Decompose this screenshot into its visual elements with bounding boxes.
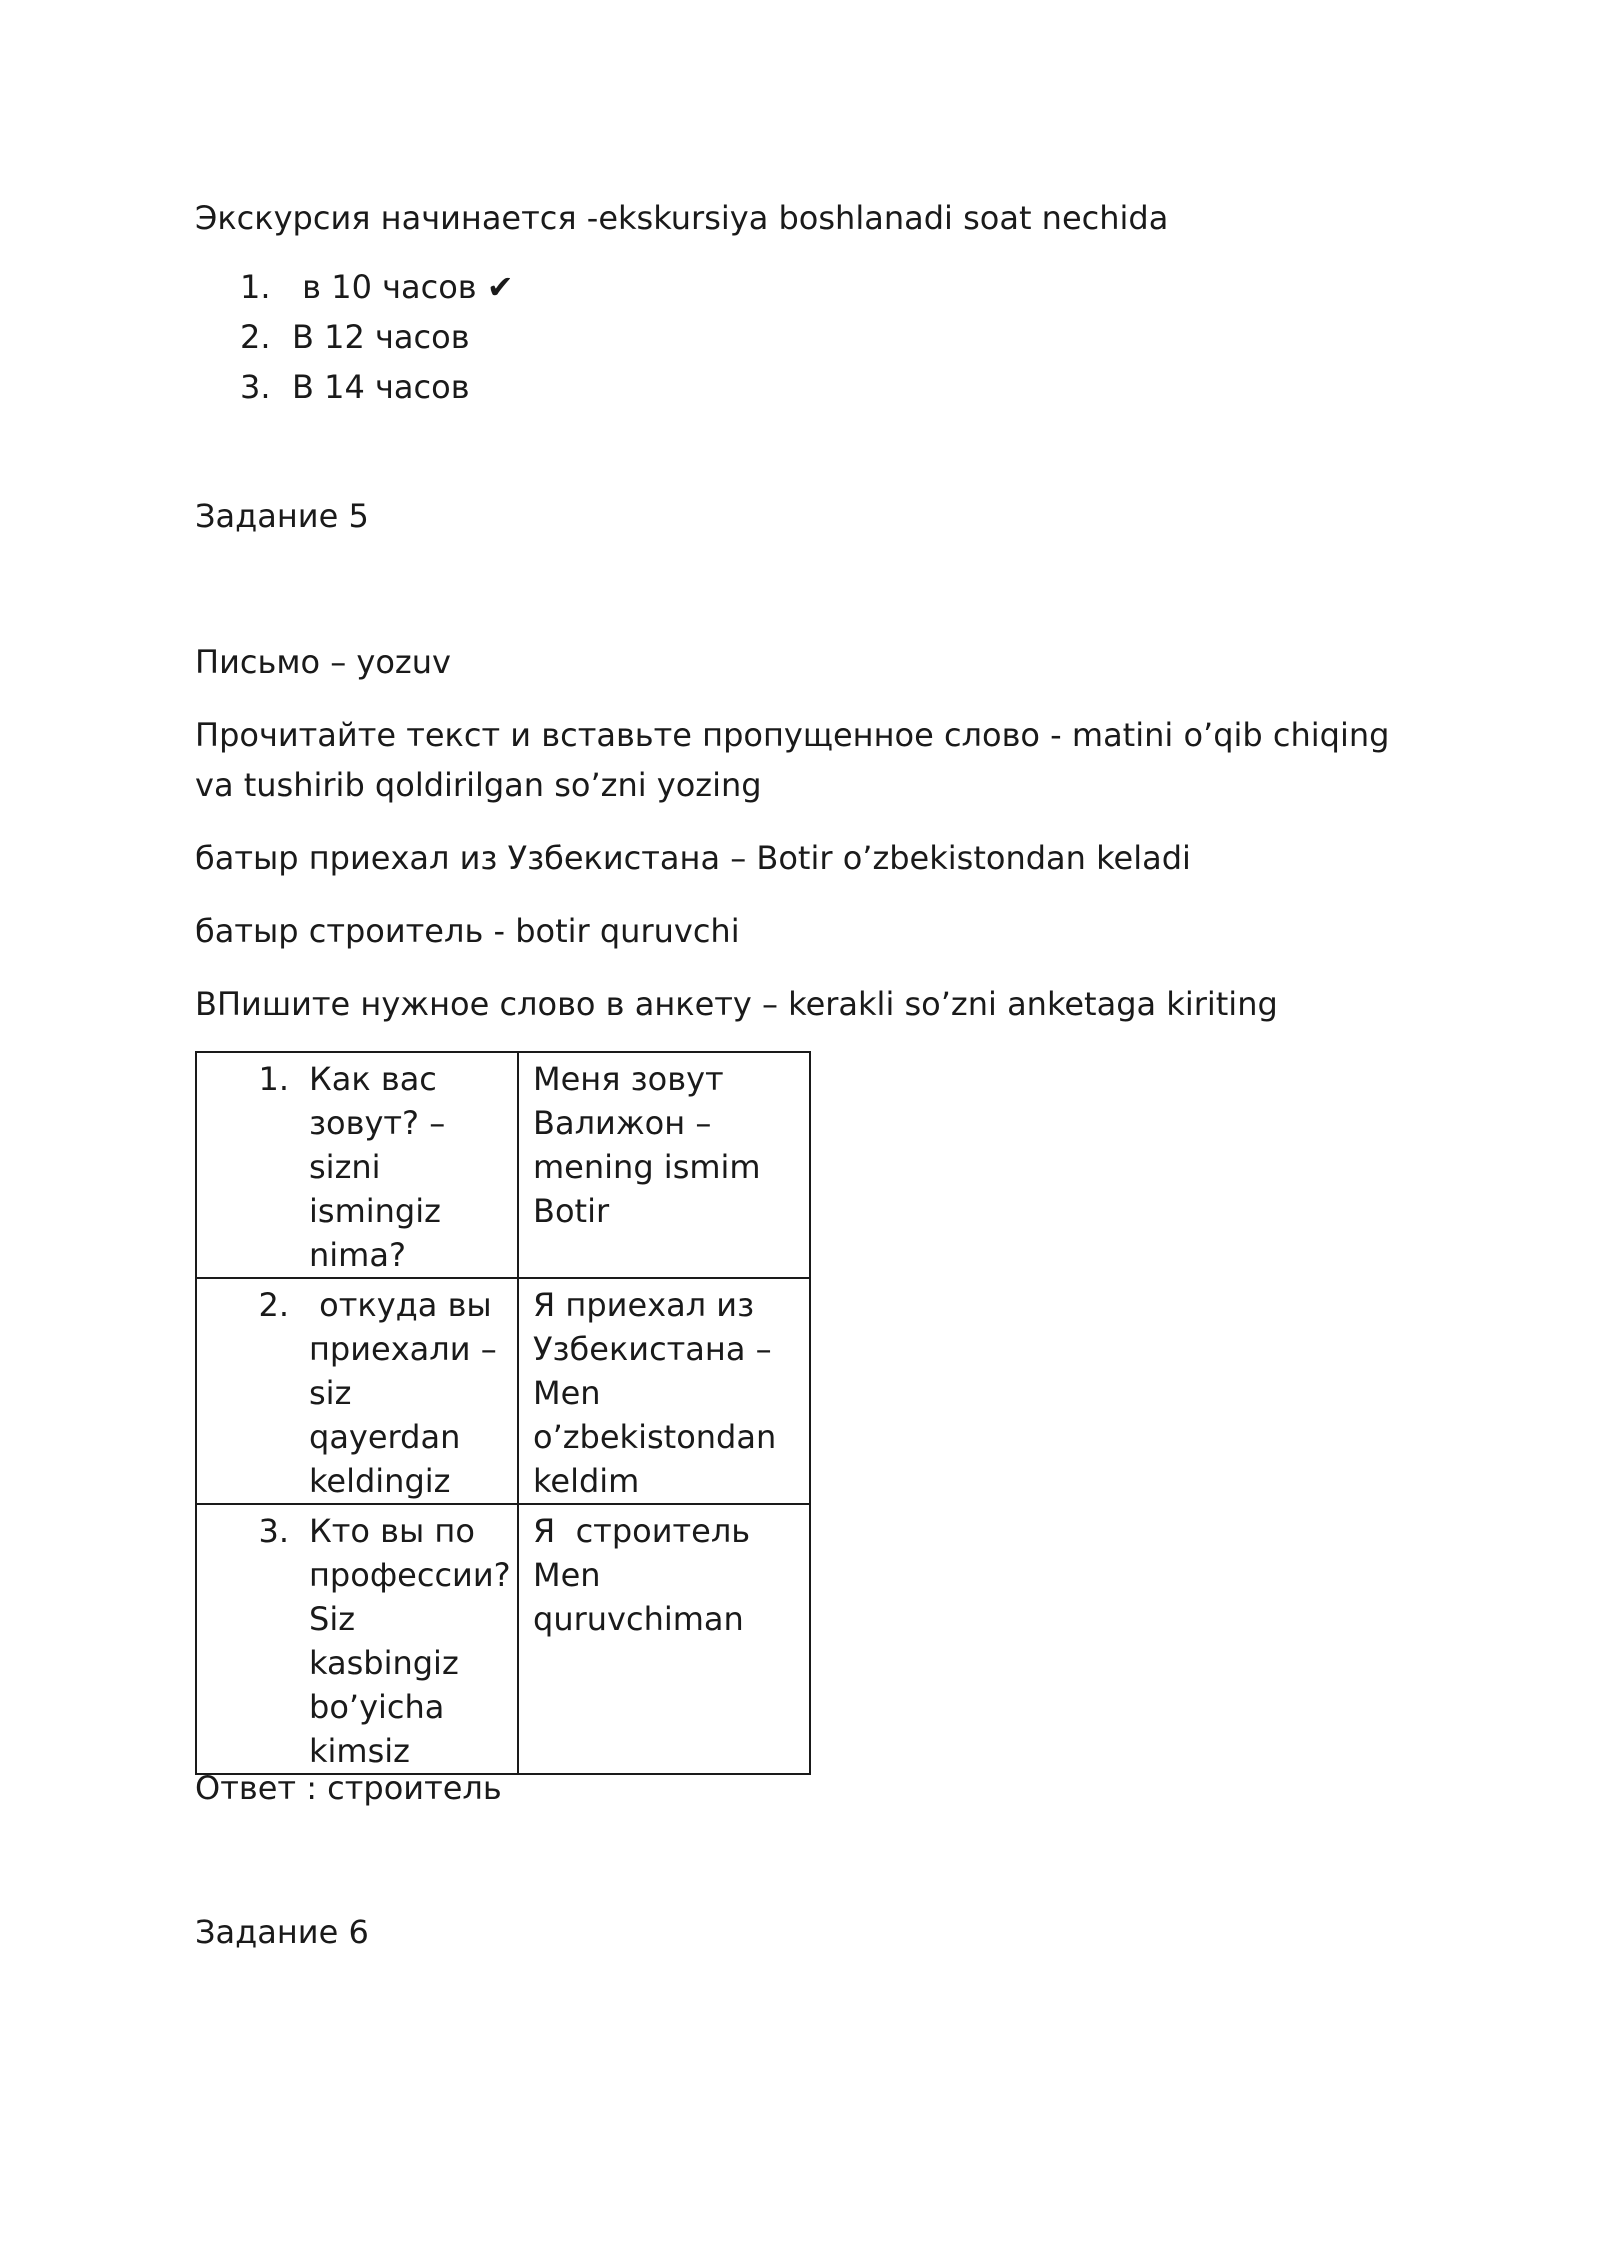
question-text: Кто вы по профессии? Siz kasbingiz bo’yicha kimsiz	[309, 1512, 511, 1770]
option-text: в 10 часов ✔	[292, 268, 514, 306]
answer-cell: Я приехал из Узбекистана – Men o’zbekistondan keldim	[518, 1278, 810, 1504]
row-number: 2.	[258, 1286, 289, 1324]
option-item	[240, 362, 514, 412]
instruction-text: Прочитайте текст и вставьте пропущенное слово - matini o’qib chiqing va tushirib qoldirilgan so’zni yozing	[195, 716, 1390, 804]
question-cell	[196, 1278, 518, 1504]
questionnaire-table	[195, 1051, 811, 1775]
table-row	[196, 1278, 810, 1504]
question-cell	[196, 1504, 518, 1774]
row-number: 3.	[258, 1512, 289, 1550]
sentence-2: батыр строитель - botir quruvchi	[195, 912, 740, 950]
option-number: 1.	[240, 268, 271, 306]
option-text: В 14 часов	[292, 368, 470, 406]
question-cell	[196, 1052, 518, 1278]
question-text: Как вас зовут? – sizni ismingiz nima?	[309, 1060, 446, 1274]
question-text: откуда вы приехали – siz qayerdan keldingiz	[309, 1286, 507, 1500]
table-row	[196, 1052, 810, 1278]
question-line: Экскурсия начинается -ekskursiya boshlanadi soat nechida	[195, 199, 1169, 237]
answer-cell: Я строитель Men quruvchiman	[518, 1504, 810, 1774]
form-instruction: ВПишите нужное слово в анкету – kerakli so’zni anketaga kiriting	[195, 985, 1278, 1023]
table-row	[196, 1504, 810, 1774]
option-item	[240, 312, 514, 362]
answer-line: Ответ : строитель	[195, 1769, 502, 1807]
option-text: В 12 часов	[292, 318, 470, 356]
task6-heading: Задание 6	[195, 1913, 369, 1951]
answer-options-list	[240, 262, 514, 412]
option-item	[240, 262, 514, 312]
row-number: 1.	[258, 1060, 289, 1098]
option-number: 3.	[240, 368, 271, 406]
sentence-1: батыр приехал из Узбекистана – Botir o’zbekistondan keladi	[195, 839, 1191, 877]
answer-cell: Меня зовут Валижон – mening ismim Botir	[518, 1052, 810, 1278]
option-number: 2.	[240, 318, 271, 356]
task5-heading: Задание 5	[195, 497, 369, 535]
letter-line: Письмо – yozuv	[195, 643, 451, 681]
